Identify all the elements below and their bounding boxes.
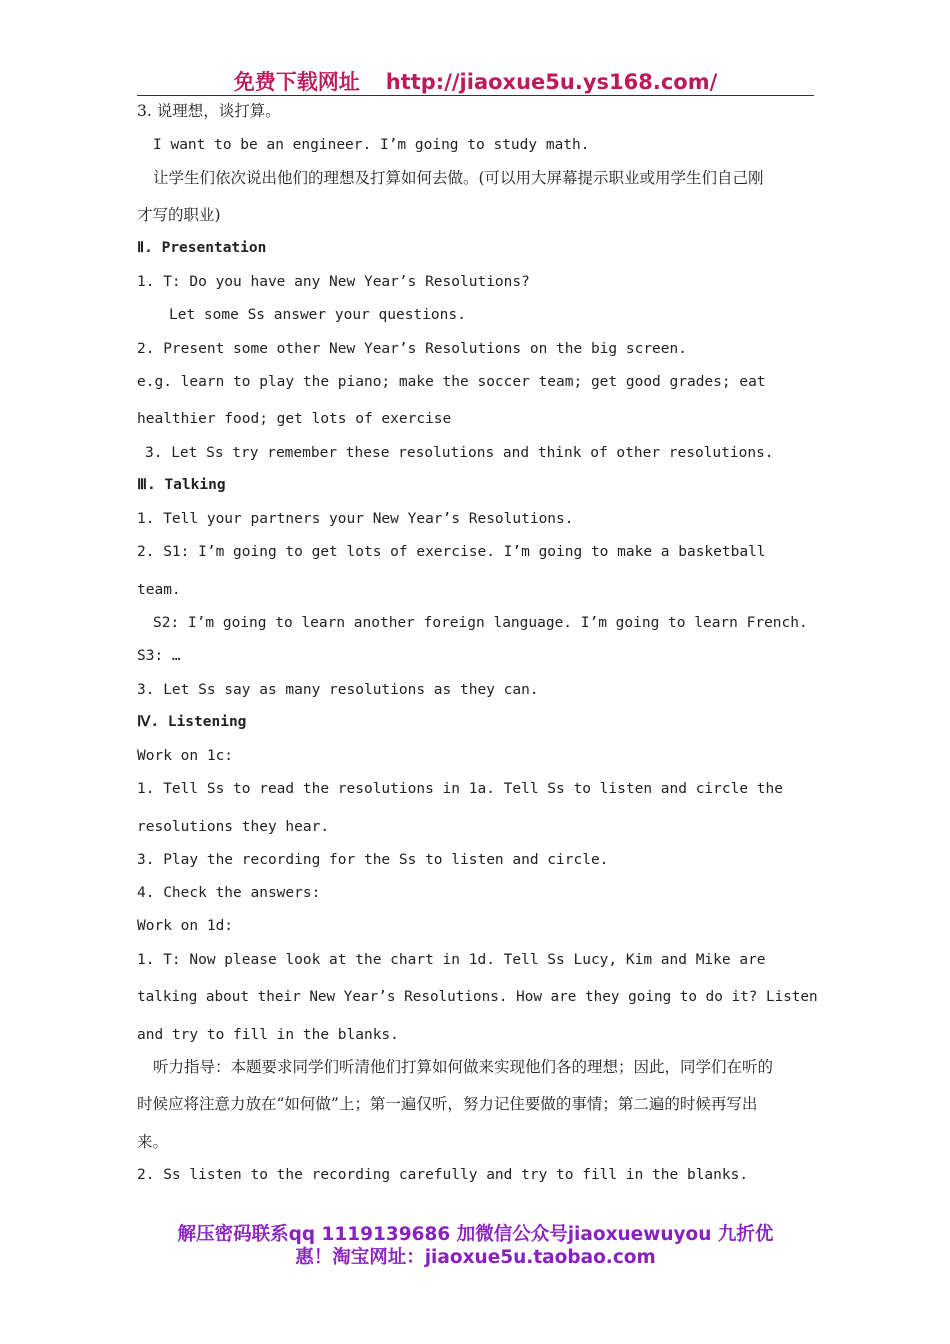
text-line: e.g. learn to play the piano; make the soccer team; get good grades; eat — [137, 374, 766, 390]
text-line: 1. Tell Ss to read the resolutions in 1a. Tell Ss to listen and circle the — [137, 781, 784, 797]
text-line: 4. Check the answers: — [137, 885, 321, 901]
text-line: Work on 1c: — [137, 748, 234, 764]
text-line: resolutions they hear. — [137, 819, 330, 835]
text-line: 2. Ss listen to the recording carefully and try to fill in the blanks. — [137, 1167, 749, 1183]
section-heading: Ⅳ. Listening — [137, 714, 247, 730]
text-line: 1. T: Do you have any New Year’s Resolutions? — [137, 274, 530, 290]
text-line: Work on 1d: — [137, 918, 234, 934]
page-header — [137, 66, 814, 96]
text-line: 才写的职业) — [137, 206, 221, 224]
text-line: 1. Tell your partners your New Year’s Resolutions. — [137, 511, 574, 527]
text-line: 3. Let Ss try remember these resolutions and think of other resolutions. — [145, 445, 774, 461]
text-line: 3. Let Ss say as many resolutions as they can. — [137, 682, 539, 698]
text-line: and try to fill in the blanks. — [137, 1027, 399, 1043]
text-line: 来。 — [137, 1133, 169, 1151]
text-line: 时候应将注意力放在“如何做”上；第一遍仅听，努力记住要做的事情；第二遍的时候再写出 — [137, 1095, 758, 1113]
header-label: 免费下载网址 — [233, 70, 360, 94]
text-line: talking about their New Year’s Resolutions. How are they going to do it? Listen — [137, 989, 818, 1005]
text-line: I want to be an engineer. I’m going to study math. — [153, 137, 590, 153]
text-line: 听力指导：本题要求同学们听清他们打算如何做来实现他们各的理想；因此，同学们在听的 — [153, 1058, 774, 1076]
footer-line-1: 解压密码联系qq 1119139686 加微信公众号jiaoxuewuyou 九折优 — [177, 1224, 774, 1245]
footer-line-2: 惠！淘宝网址：jiaoxue5u.taobao.com — [295, 1247, 656, 1268]
text-line: 3. 说理想，谈打算。 — [137, 102, 281, 120]
text-line: 3. Play the recording for the Ss to listen and circle. — [137, 852, 609, 868]
section-heading: Ⅱ. Presentation — [137, 240, 267, 256]
text-line: healthier food; get lots of exercise — [137, 411, 452, 427]
text-line: 让学生们依次说出他们的理想及打算如何去做。(可以用大屏幕提示职业或用学生们自己刚 — [153, 169, 764, 187]
text-line: 2. Present some other New Year’s Resolutions on the big screen. — [137, 341, 687, 357]
text-line: 1. T: Now please look at the chart in 1d. Tell Ss Lucy, Kim and Mike are — [137, 952, 766, 968]
text-line: S3: … — [137, 648, 181, 664]
text-line: Let some Ss answer your questions. — [169, 307, 466, 323]
header-url-link[interactable]: http://jiaoxue5u.ys168.com/ — [385, 70, 718, 94]
text-line: 2. S1: I’m going to get lots of exercise. I’m going to make a basketball — [137, 544, 766, 560]
section-heading: Ⅲ. Talking — [137, 477, 226, 493]
text-line: team. — [137, 582, 181, 598]
text-line: S2: I’m going to learn another foreign language. I’m going to learn French. — [153, 615, 808, 631]
